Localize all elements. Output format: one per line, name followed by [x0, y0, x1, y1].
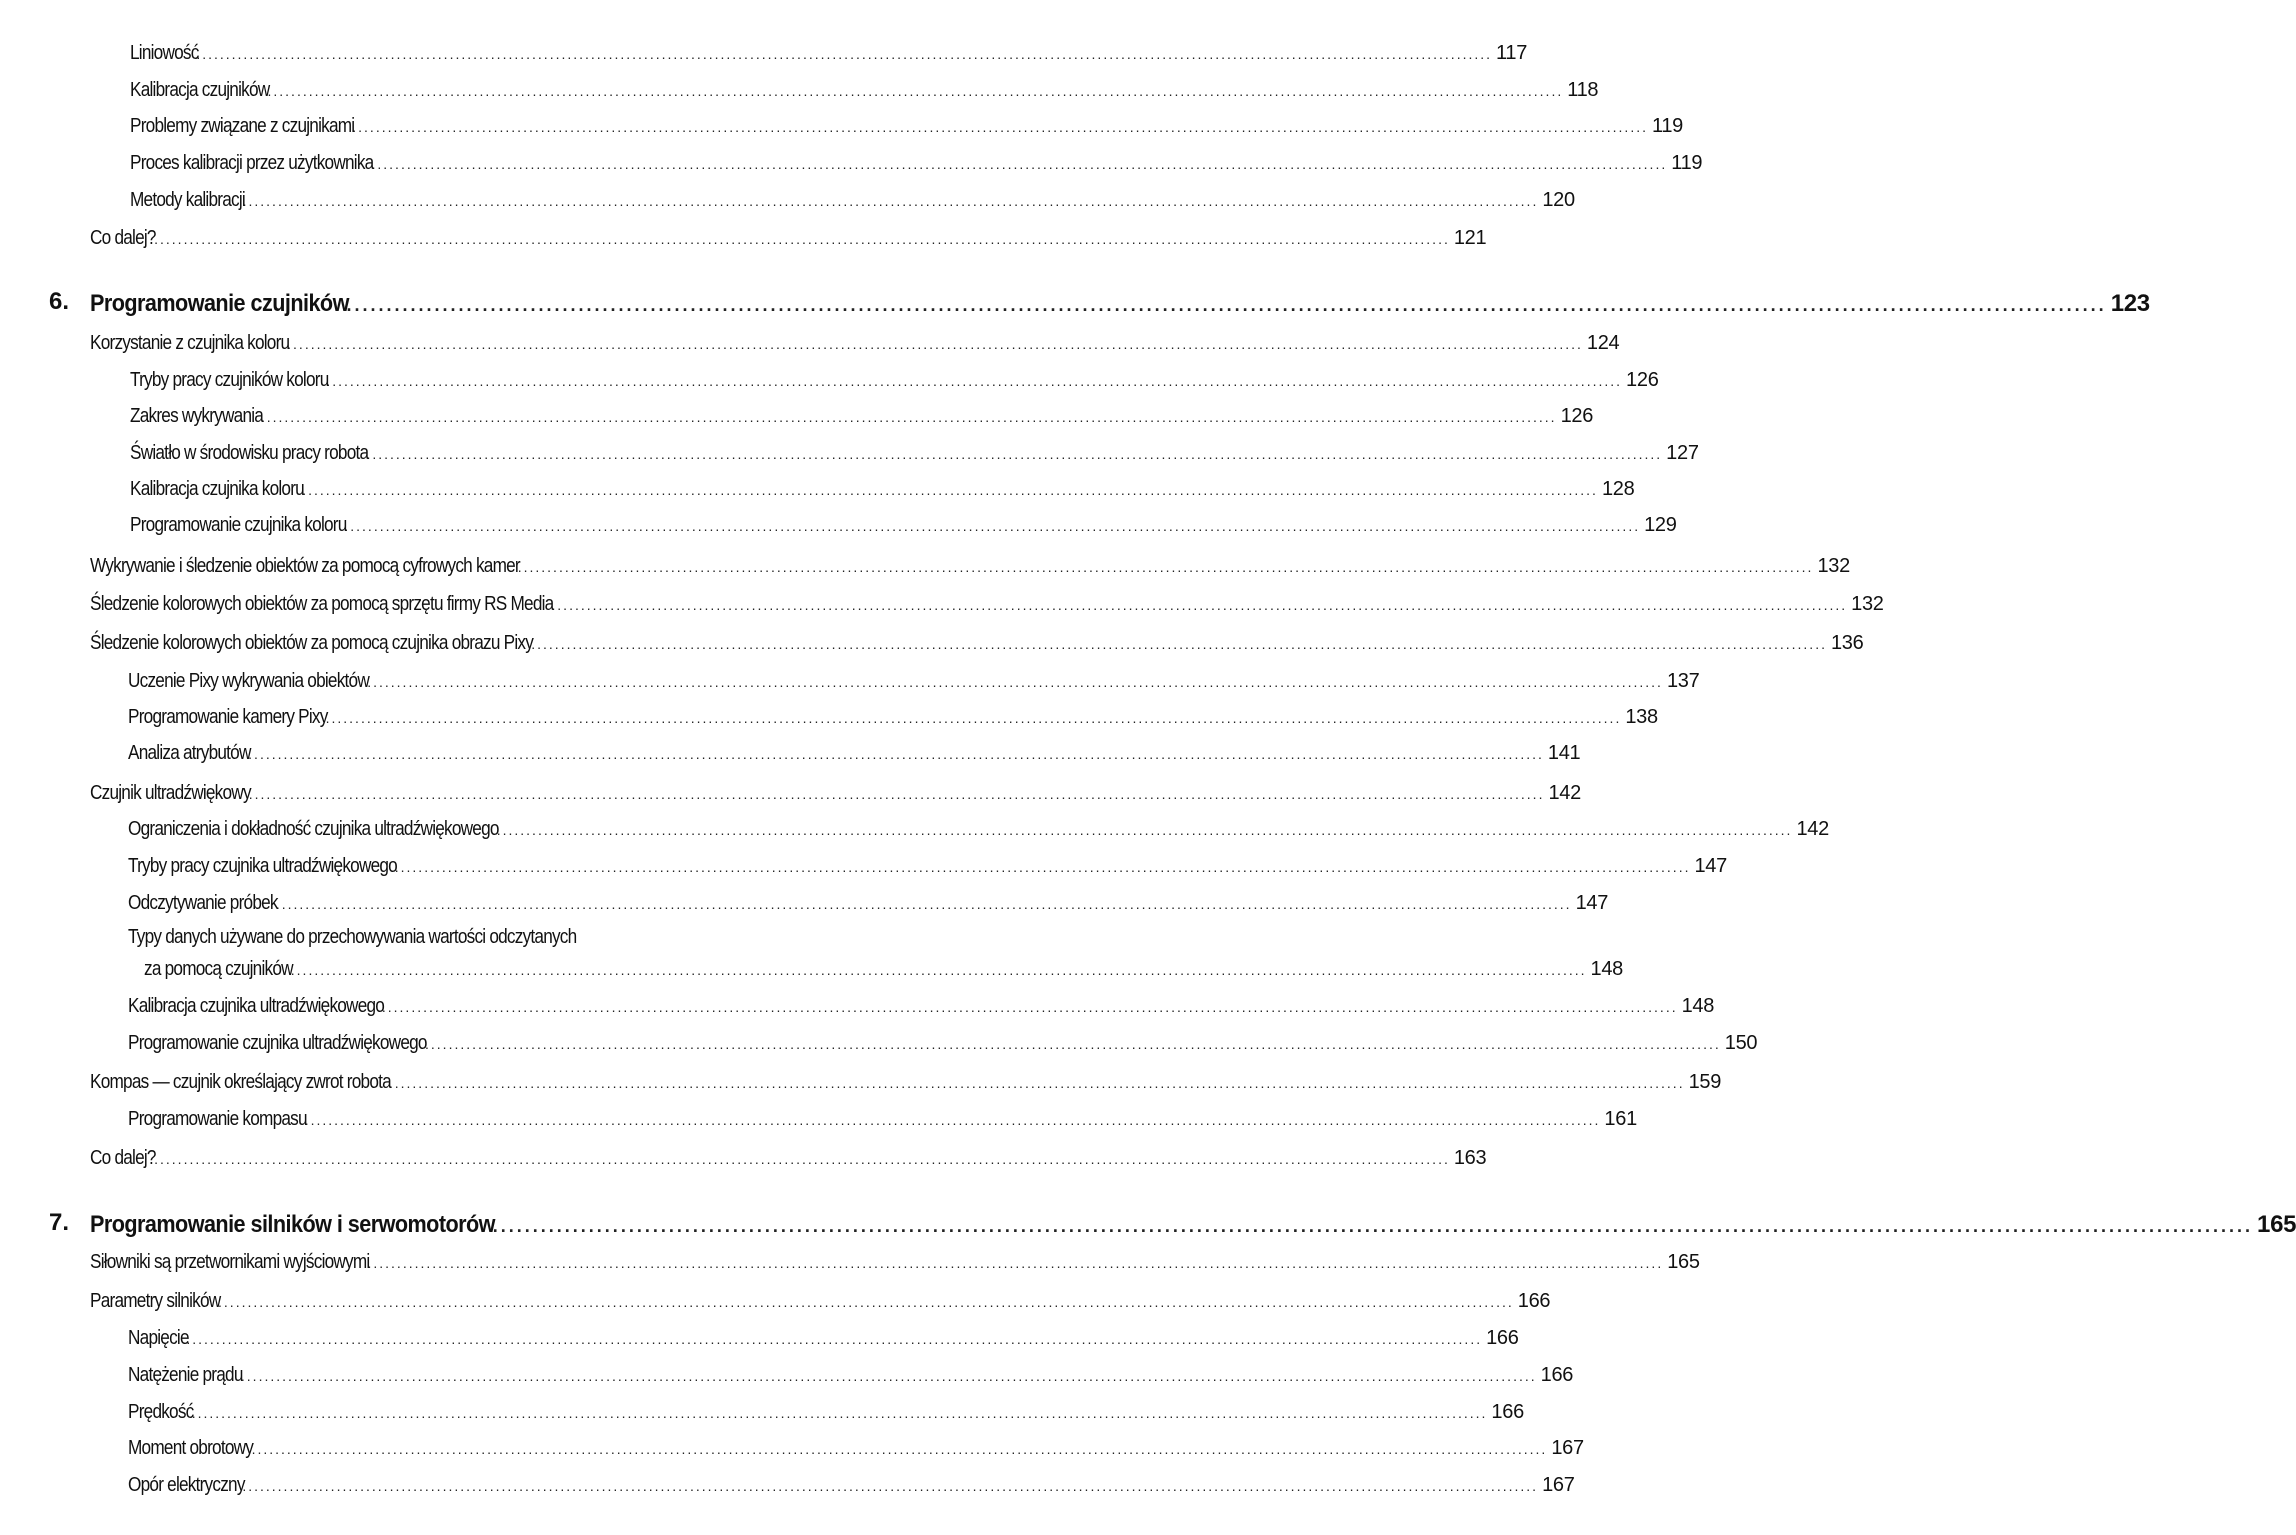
dot-leader: ............................................................................................................................................................................................................................	[290, 962, 1587, 978]
dot-leader: ............................................................................................................................................................................................................................	[191, 1405, 1488, 1421]
toc-entry-title: Tryby pracy czujnika ultradźwiękowego	[128, 855, 397, 877]
dot-leader: ............................................................................................................................................................................................................................	[196, 46, 1493, 62]
toc-entry	[90, 632, 1864, 655]
toc-entry-title: Opór elektryczny	[128, 1474, 245, 1496]
toc-entry-title: Uczenie Pixy wykrywania obiektów	[128, 670, 369, 692]
dot-leader: ............................................................................................................................................................................................................................	[352, 119, 1648, 135]
toc-entry-page-number: 166	[1491, 1401, 1524, 1423]
toc-entry-title: Programowanie silników i serwomotorów	[90, 1211, 495, 1238]
toc-entry	[90, 1071, 1722, 1094]
toc-entry	[128, 855, 1727, 878]
toc-entry-title: Liniowość	[130, 42, 199, 64]
toc-entry	[90, 332, 1620, 355]
toc-entry-title: Prędkość	[128, 1401, 194, 1423]
dot-leader: ............................................................................................................................................................................................................................	[388, 1075, 1685, 1091]
toc-entry-page-number: 132	[1851, 593, 1884, 615]
toc-entry	[128, 1327, 1519, 1350]
toc-entry-page-number: 165	[1667, 1251, 1700, 1273]
toc-entry-title-line: Typy danych używane do przechowywania wartości odczytanych	[128, 926, 577, 948]
dot-leader: ............................................................................................................................................................................................................................	[154, 231, 1450, 247]
toc-entry-title: Kalibracja czujników	[130, 79, 270, 101]
toc-entry-title: Światło w środowisku pracy robota	[130, 442, 369, 464]
toc-entry-page-number: 167	[1542, 1474, 1575, 1496]
dot-leader: ............................................................................................................................................................................................................................	[240, 1368, 1537, 1384]
toc-entry-page-number: 118	[1567, 79, 1599, 101]
toc-entry-page-number: 136	[1830, 632, 1864, 654]
dot-leader: ............................................................................................................................................................................................................................	[242, 1478, 1539, 1494]
dot-leader: ............................................................................................................................................................................................................................	[260, 409, 1557, 425]
dot-leader: ............................................................................................................................................................................................................................	[302, 482, 1598, 498]
toc-entry	[90, 227, 1487, 250]
dot-leader: ............................................................................................................................................................................................................................	[248, 786, 1545, 802]
toc-entry-title: Co dalej?	[90, 1147, 156, 1169]
toc-entry-page-number: 163	[1453, 1147, 1487, 1169]
toc-entry-title: Wykrywanie i śledzenie obiektów za pomocą cyfrowych kamer	[90, 555, 520, 577]
dot-leader: ............................................................................................................................................................................................................................	[248, 746, 1544, 762]
toc-entry-page-number: 147	[1694, 855, 1727, 877]
toc-entry-page-number: 126	[1560, 405, 1594, 427]
chapter-number: 7.	[49, 1209, 70, 1236]
toc-entry-page-number: 147	[1575, 892, 1609, 914]
dot-leader: ............................................................................................................................................................................................................................	[492, 1216, 2254, 1236]
toc-entry-title: Programowanie kamery Pixy	[128, 706, 328, 728]
toc-entry	[128, 1108, 1637, 1131]
toc-entry	[128, 818, 1829, 841]
toc-entry-title: Kompas — czujnik określający zwrot robota	[90, 1071, 391, 1093]
toc-entry	[130, 115, 1683, 138]
toc-entry	[130, 189, 1575, 212]
dot-leader: ............................................................................................................................................................................................................................	[251, 1441, 1548, 1457]
dot-leader: ............................................................................................................................................................................................................................	[367, 674, 1663, 690]
toc-entry	[90, 1251, 1700, 1274]
toc-entry-title: Śledzenie kolorowych obiektów za pomocą sprzętu firmy RS Media	[90, 593, 554, 615]
toc-entry-title: Problemy związane z czujnikami	[130, 115, 355, 137]
toc-entry-title: Parametry silników	[90, 1290, 221, 1312]
toc-entry-page-number: 129	[1644, 514, 1677, 536]
toc-chapter-entry	[90, 290, 2150, 318]
toc-entry-title: Korzystanie z czujnika koloru	[90, 332, 290, 354]
toc-entry-page-number: 121	[1453, 227, 1487, 249]
toc-entry-page-number: 159	[1688, 1071, 1722, 1093]
dot-leader: ............................................................................................................................................................................................................................	[325, 710, 1622, 726]
toc-entry	[128, 995, 1715, 1018]
toc-entry-page-number: 166	[1517, 1290, 1551, 1312]
toc-entry	[128, 706, 1658, 729]
dot-leader: ............................................................................................................................................................................................................................	[367, 1255, 1664, 1271]
dot-leader: ............................................................................................................................................................................................................................	[531, 636, 1827, 652]
toc-entry-page-number: 124	[1586, 332, 1620, 354]
toc-entry-title: Siłowniki są przetwornikami wyjściowymi	[90, 1251, 370, 1273]
toc-entry	[90, 1147, 1487, 1170]
dot-leader: ............................................................................................................................................................................................................................	[287, 336, 1583, 352]
dot-leader: ............................................................................................................................................................................................................................	[304, 1112, 1601, 1128]
dot-leader: ............................................................................................................................................................................................................................	[517, 559, 1814, 575]
toc-entry-page-number: 161	[1604, 1108, 1637, 1130]
dot-leader: ............................................................................................................................................................................................................................	[346, 295, 2107, 315]
toc-entry-page-number: 119	[1671, 152, 1703, 174]
toc-entry-title: Czujnik ultradźwiękowy	[90, 782, 251, 804]
toc-entry-page-number: 119	[1652, 115, 1683, 137]
toc-entry-title: Odczytywanie próbek	[128, 892, 278, 914]
toc-entry	[130, 442, 1699, 465]
toc-entry-page-number: 127	[1666, 442, 1699, 464]
toc-entry-page-number: 123	[2110, 290, 2150, 317]
toc-entry-title: Zakres wykrywania	[130, 405, 264, 427]
toc-entry-title: za pomocą czujników	[144, 958, 293, 980]
toc-entry	[90, 782, 1581, 805]
toc-entry-title: Śledzenie kolorowych obiektów za pomocą czujnika obrazu Pixy	[90, 632, 534, 654]
chapter-number: 6.	[49, 288, 70, 315]
toc-entry	[130, 369, 1659, 392]
toc-chapter-entry	[90, 1211, 2296, 1239]
toc-entry	[128, 892, 1609, 915]
toc-entry	[128, 670, 1700, 693]
dot-leader: ............................................................................................................................................................................................................................	[496, 822, 1793, 838]
toc-entry-page-number: 150	[1724, 1032, 1758, 1054]
toc-entry-page-number: 142	[1796, 818, 1829, 840]
toc-entry-title: Co dalej?	[90, 227, 156, 249]
toc-entry-title: Programowanie czujnika ultradźwiękowego	[128, 1032, 427, 1054]
toc-entry	[90, 593, 1884, 616]
toc-entry-page-number: 137	[1666, 670, 1700, 692]
toc-entry-page-number: 138	[1625, 706, 1658, 728]
toc-entry-title: Ograniczenia i dokładność czujnika ultradźwiękowego	[128, 818, 499, 840]
toc-entry-title: Tryby pracy czujników koloru	[130, 369, 329, 391]
toc-entry-page-number: 132	[1817, 555, 1850, 577]
toc-entry	[144, 958, 1623, 981]
dot-leader: ............................................................................................................................................................................................................................	[267, 83, 1564, 99]
toc-entry-title: Programowanie czujnika koloru	[130, 514, 347, 536]
toc-entry	[130, 405, 1594, 428]
toc-entry	[128, 1401, 1524, 1424]
toc-entry	[128, 1474, 1575, 1497]
dot-leader: ............................................................................................................................................................................................................................	[242, 193, 1539, 209]
toc-entry	[130, 514, 1677, 537]
toc-entry	[128, 1032, 1758, 1055]
toc-entry-title: Programowanie czujników	[90, 290, 349, 317]
toc-entry-title: Programowanie kompasu	[128, 1108, 307, 1130]
dot-leader: ............................................................................................................................................................................................................................	[154, 1151, 1450, 1167]
toc-entry	[130, 79, 1599, 102]
dot-leader: ............................................................................................................................................................................................................................	[381, 999, 1678, 1015]
toc-entry-page-number: 166	[1540, 1364, 1574, 1386]
toc-entry	[90, 1290, 1551, 1313]
dot-leader: ............................................................................................................................................................................................................................	[425, 1036, 1721, 1052]
toc-entry-page-number: 148	[1590, 958, 1623, 980]
dot-leader: ............................................................................................................................................................................................................................	[186, 1331, 1483, 1347]
toc-entry	[130, 152, 1703, 175]
dot-leader: ............................................................................................................................................................................................................................	[326, 373, 1623, 389]
dot-leader: ............................................................................................................................................................................................................................	[366, 446, 1663, 462]
dot-leader: ............................................................................................................................................................................................................................	[275, 896, 1572, 912]
dot-leader: ............................................................................................................................................................................................................................	[344, 518, 1641, 534]
toc-entry	[130, 42, 1528, 65]
dot-leader: ............................................................................................................................................................................................................................	[551, 597, 1848, 613]
toc-entry-page-number: 126	[1626, 369, 1659, 391]
toc-entry-page-number: 120	[1542, 189, 1575, 211]
toc-entry-title: Moment obrotowy	[128, 1437, 254, 1459]
toc-entry-page-number: 128	[1601, 478, 1635, 500]
toc-entry-title: Natężenie prądu	[128, 1364, 243, 1386]
toc-entry-title: Kalibracja czujnika koloru	[130, 478, 304, 500]
toc-entry-title: Napięcie	[128, 1327, 189, 1349]
toc-entry-page-number: 166	[1486, 1327, 1519, 1349]
toc-entry-page-number: 165	[2257, 1211, 2296, 1238]
toc-entry-title: Kalibracja czujnika ultradźwiękowego	[128, 995, 385, 1017]
toc-entry-title: Metody kalibracji	[130, 189, 245, 211]
toc-entry	[128, 1364, 1574, 1387]
toc-entry-page-number: 141	[1547, 742, 1581, 764]
toc-entry	[130, 478, 1635, 501]
dot-leader: ............................................................................................................................................................................................................................	[218, 1294, 1514, 1310]
toc-entry-page-number: 117	[1496, 42, 1528, 64]
toc-entry-page-number: 148	[1681, 995, 1715, 1017]
toc-entry	[128, 742, 1581, 765]
toc-entry-page-number: 142	[1548, 782, 1581, 804]
toc-entry-title: Proces kalibracji przez użytkownika	[130, 152, 374, 174]
dot-leader: ............................................................................................................................................................................................................................	[371, 156, 1668, 172]
toc-entry	[128, 1437, 1584, 1460]
toc-entry-title: Analiza atrybutów	[128, 742, 251, 764]
toc-entry-page-number: 167	[1551, 1437, 1584, 1459]
dot-leader: ............................................................................................................................................................................................................................	[394, 859, 1691, 875]
toc-entry	[90, 555, 1850, 578]
